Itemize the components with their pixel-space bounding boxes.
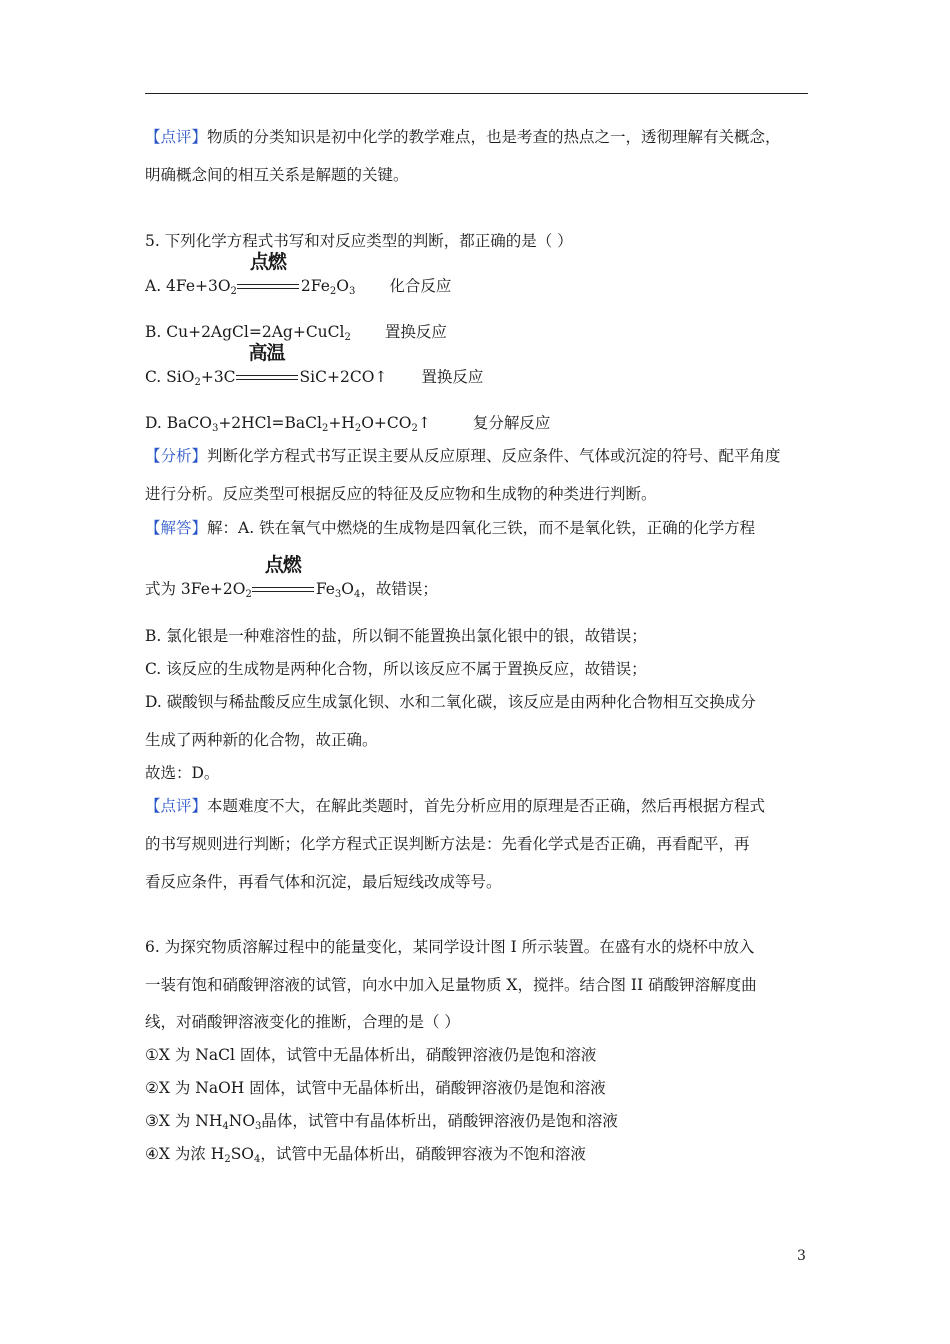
reaction-type: 置换反应	[421, 368, 484, 386]
review-tag: 【点评】	[145, 797, 208, 815]
analysis-tag: 【分析】	[145, 447, 208, 465]
question-6-stem-line: 一装有饱和硝酸钾溶液的试管，向水中加入足量物质 X，搅拌。结合图 II 硝酸钾溶解度曲	[145, 976, 757, 994]
answer-choice: 故选：D。	[145, 764, 220, 782]
header-rule	[145, 93, 808, 94]
question-5-stem: 5. 下列化学方程式书写和对反应类型的判断，都正确的是（ ）	[145, 232, 573, 250]
answer-paragraph: 【解答】解：A. 铁在氧气中燃烧的生成物是四氧化三铁，而不是氧化铁，正确的化学方程	[145, 519, 756, 537]
question-6-option-1: ①X 为 NaCl 固体，试管中无晶体析出，硝酸钾溶液仍是饱和溶液	[145, 1046, 597, 1064]
reaction-type: 置换反应	[384, 323, 447, 341]
option-b: B. Cu+2AgCl=2Ag+CuCl$_2$ 置换反应	[145, 323, 447, 343]
question-6-option-3: ③X 为 $NH_4NO_3$晶体，试管中有晶体析出，硝酸钾溶液仍是饱和溶液	[145, 1112, 618, 1132]
answer-line-d-cont: 生成了两种新的化合物，故正确。	[145, 731, 378, 749]
review-line: 的书写规则进行判断；化学方程式正误判断方法是：先看化学式是否正确，再看配平，再	[145, 835, 750, 853]
review-paragraph: 【点评】本题难度不大，在解此类题时，首先分析应用的原理是否正确，然后再根据方程式	[145, 797, 766, 815]
review-text: 物质的分类知识是初中化学的教学难点，也是考查的热点之一，透彻理解有关概念，	[207, 128, 781, 146]
question-6-stem-line: 线，对硝酸钾溶液变化的推断，合理的是（ ）	[145, 1013, 460, 1031]
page-number: 3	[797, 1248, 806, 1264]
question-6-stem: 6. 为探究物质溶解过程中的能量变化，某同学设计图 I 所示装置。在盛有水的烧杯中放入	[145, 938, 755, 956]
review-line: 看反应条件，再看气体和沉淀，最后短线改成等号。	[145, 873, 502, 891]
analysis-paragraph: 【分析】判断化学方程式书写正误主要从反应原理、反应条件、气体或沉淀的符号、配平角度	[145, 447, 781, 465]
reaction-type: 复分解反应	[472, 414, 551, 432]
option-a: A. $4Fe+3O_2$ 点燃 $2Fe_2O_3$ 化合反应	[145, 251, 452, 297]
review-tag: 【点评】	[145, 128, 208, 146]
reaction-condition: 高温	[236, 367, 298, 387]
question-6-option-2: ②X 为 NaOH 固体，试管中无晶体析出，硝酸钾溶液仍是饱和溶液	[145, 1079, 606, 1097]
answer-line-c: C. 该反应的生成物是两种化合物，所以该反应不属于置换反应，故错误；	[145, 660, 647, 678]
answer-tag: 【解答】	[145, 519, 208, 537]
review-paragraph	[145, 127, 781, 147]
answer-line-b: B. 氯化银是一种难溶性的盐，所以铜不能置换出氯化银中的银，故错误；	[145, 627, 647, 645]
review-paragraph-line: 明确概念间的相互关系是解题的关键。	[145, 166, 409, 184]
analysis-line: 进行分析。反应类型可根据反应的特征及反应物和生成物的种类进行判断。	[145, 485, 657, 503]
option-d: D. $BaCO_3+2HCl=BaCl_2+H_2O+CO_2↑$ 复分解反应	[145, 414, 551, 434]
reaction-condition: 点燃	[252, 579, 314, 599]
reaction-type: 化合反应	[389, 277, 452, 295]
answer-equation-line: 式为 $3Fe+2O_2$ 点燃 $Fe_3O_4$，故错误；	[145, 554, 438, 600]
reaction-condition: 点燃	[237, 276, 299, 296]
option-c: C. SiO$_2$+3C 高温 SiC+2CO↑ 置换反应	[145, 342, 484, 388]
question-6-option-4: ④X 为浓 $H_2SO_4$，试管中无晶体析出，硝酸钾容液为不饱和溶液	[145, 1145, 586, 1165]
answer-line-d: D. 碳酸钡与稀盐酸反应生成氯化钡、水和二氧化碳，该反应是由两种化合物相互交换成分	[145, 693, 756, 711]
